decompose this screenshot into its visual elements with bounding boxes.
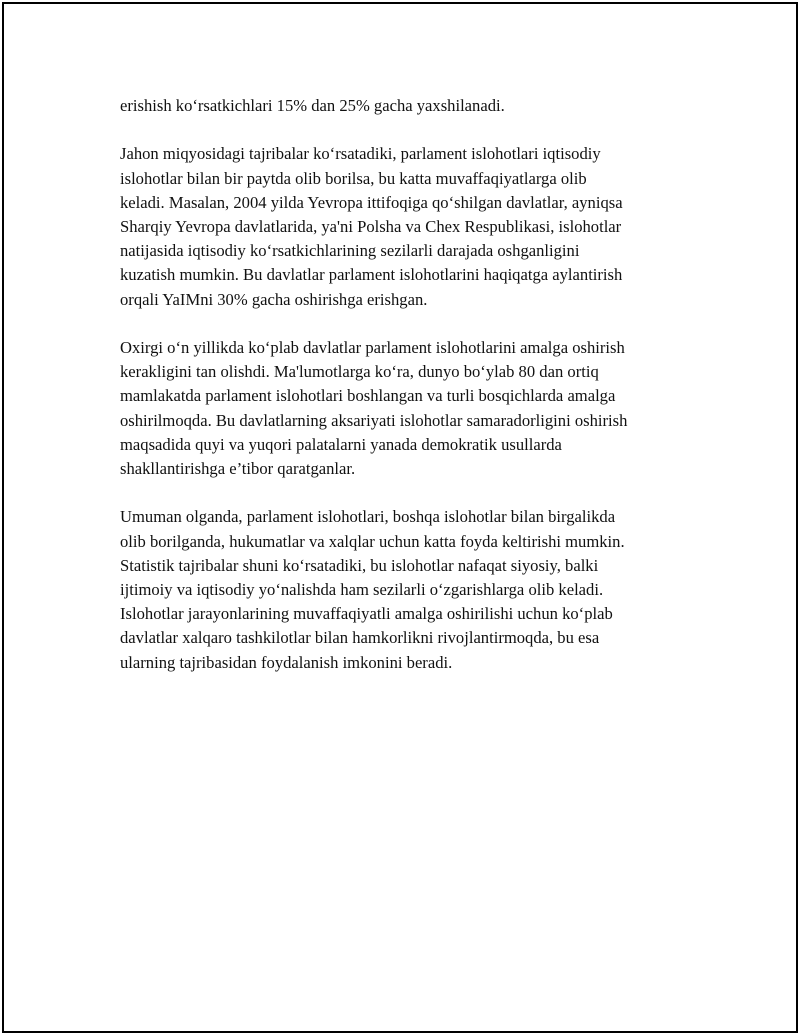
text-line: Statistik tajribalar shuni ko‘rsatadiki, bu islohotlar nafaqat siyosiy, balki [120,555,599,575]
text-line: mamlakatda parlament islohotlari boshlangan va turli bosqichlarda amalga [120,386,616,406]
text-line: kerakligini tan olishdi. Ma'lumotlarga ko‘ra, dunyo bo‘ylab 80 dan ortiq [120,362,599,382]
text-line: keladi. Masalan, 2004 yilda Yevropa ittifoqiga qo‘shilgan davlatlar, ayniqsa [120,192,623,212]
paragraph-1 [120,94,720,118]
text-line: shakllantirishga e’tibor qaratganlar. [120,459,356,479]
text-line: olib borilganda, hukumatlar va xalqlar uchun katta foyda keltirishi mumkin. [120,531,625,551]
text-line: Oxirgi o‘n yillikda ko‘plab davlatlar parlament islohotlarini amalga oshirish [120,338,625,357]
document-body [120,94,720,699]
text-line: maqsadida quyi va yuqori palatalarni yanada demokratik usullarda [120,434,562,454]
text-line: ijtimoiy va iqtisodiy yo‘nalishda ham sezilarli o‘zgarishlarga olib keladi. [120,580,604,600]
text-line: Umuman olganda, parlament islohotlari, boshqa islohotlar bilan birgalikda [120,507,616,527]
page-frame [2,2,798,1033]
text-line: oshirilmoqda. Bu davlatlarning aksariyati islohotlar samaradorligini oshirish [120,410,628,430]
text-line: orqali YaIMni 30% gacha oshirishga erishgan. [120,289,428,309]
text-line: Islohotlar jarayonlarining muvaffaqiyatli amalga oshirilishi uchun ko‘plab [120,604,613,624]
text-line: kuzatish mumkin. Bu davlatlar parlament islohotlarini haqiqatga aylantirish [120,265,623,285]
paragraph-3 [120,336,720,481]
paragraph-2 [120,142,720,311]
text-line: erishish ko‘rsatkichlari 15% dan 25% gacha yaxshilanadi. [120,96,505,115]
text-line: davlatlar xalqaro tashkilotlar bilan hamkorlikni rivojlantirmoqda, bu esa [120,628,600,648]
text-line: Sharqiy Yevropa davlatlarida, ya'ni Polsha va Chex Respublikasi, islohotlar [120,217,622,236]
paragraph-4 [120,505,720,674]
text-line: Jahon miqyosidagi tajribalar ko‘rsatadiki, parlament islohotlari iqtisodiy [120,144,601,164]
text-line: ularning tajribasidan foydalanish imkonini beradi. [120,652,453,672]
text-line: islohotlar bilan bir paytda olib borilsa, bu katta muvaffaqiyatlarga olib [120,168,587,188]
text-line: natijasida iqtisodiy ko‘rsatkichlarining sezilarli darajada oshganligini [120,241,580,261]
